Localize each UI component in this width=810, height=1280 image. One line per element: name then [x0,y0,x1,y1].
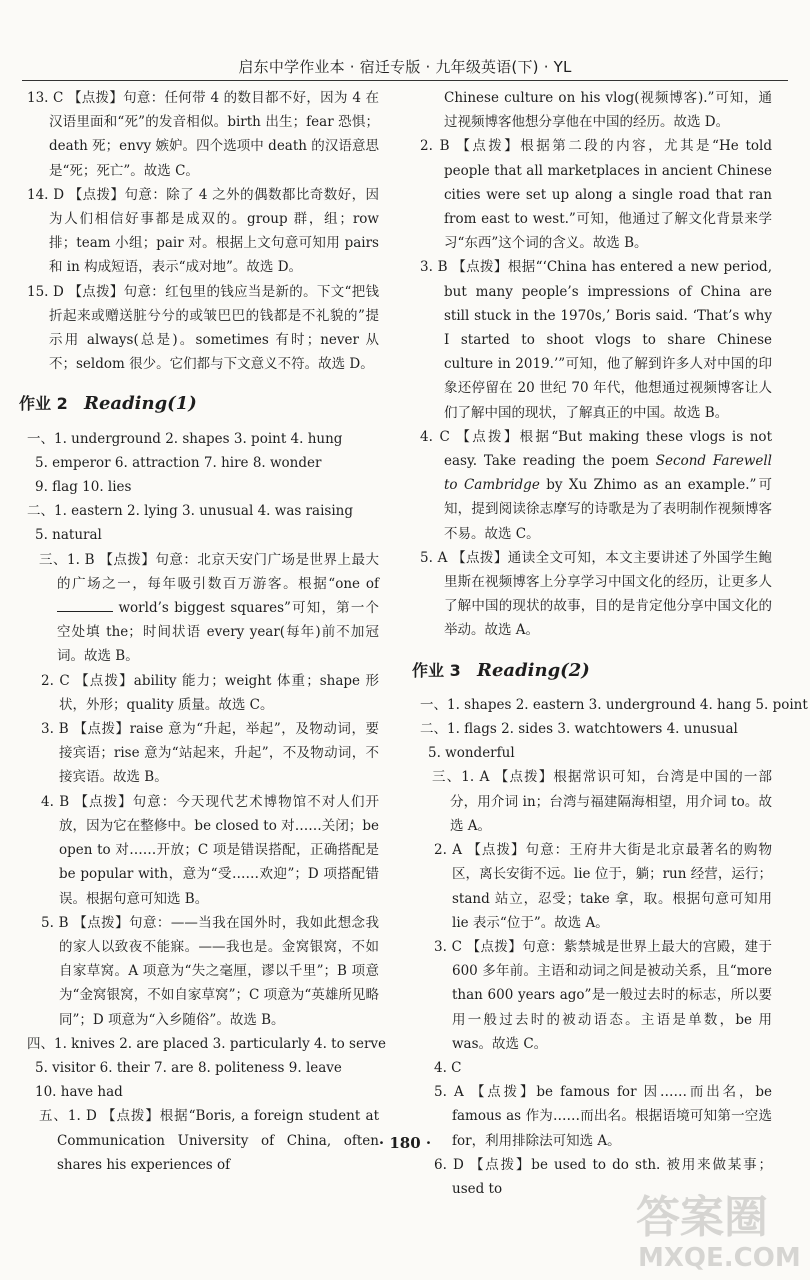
answer-row: 5. wonderful [428,745,515,762]
right-column [412,86,808,1201]
answer-row: 10. have had [35,1084,123,1101]
answer-3-3: 3. C 【点拨】句意：紫禁城是世界上最大的宫殿，建于 600 多年前。主语和动词之间是被动关系，且“more than 600 years ago”是一般过去时的标志，所以要用一般过去时的被动语态。主语是单数，be 用 was。故选 C。 [434,938,772,1052]
answer-row: 二、1. eastern 2. lying 3. unusual 4. was raising [27,503,353,520]
answer-3-5: 5. A 【点拨】be famous for 因……而出名，be famous as 作为……而出名。根据语境可知第一空选 for，利用排除法可知选 A。 [434,1084,772,1149]
assignment-title: Reading(1) [84,393,197,415]
watermark-line2: MXQE.COM [638,1243,801,1273]
answer-3-2: 2. A 【点拨】句意：王府井大街是北京最著名的购物区，离长安街不远。lie 位于，躺；run 经营，运行；stand 站立，忍受；take 拿，取。根据句意可知用 lie 表示“位于”。故选 A。 [434,842,772,931]
answer-3-4: 4. C [434,1059,462,1076]
answer-text: by Xu Zhimo as an example.”可知，提到阅读徐志摩写的诗歌是为了表明制作视频博客不易。故选 C。 [444,477,772,542]
answer-row: 一、1. underground 2. shapes 3. point 4. hung [27,430,343,447]
part-2-answers [420,717,772,765]
answer-5-1: 五、1. D 【点拨】根据“Boris, a foreign student at Communication University of China, often shares his experiences of [39,1108,379,1173]
watermark-line1: 答案圈 [636,1192,768,1243]
watermark-logo [630,1180,801,1274]
assignment-label: 作业 2 [19,394,68,414]
answer-3-1: 三、1. A 【点拨】根据常识可知，台湾是中国的一部分，用介词 in；台湾与福建隔海相望，用介词 to。故选 A。 [432,769,772,834]
assignment-label: 作业 3 [412,660,461,680]
answer-3-1 [27,548,379,669]
page-number: · 180 · [378,1134,432,1152]
answer-row: 5. natural [35,527,102,544]
answer-3-6: 6. D 【点拨】be used to do sth. 被用来做某事；used to [434,1156,772,1197]
answer-5-2: 2. B 【点拨】根据第二段的内容，尤其是“He told people that all marketplaces in ancient Chinese cities were set up along a single road that ran from east to west.”可知，他通过了解文化背景来学习“东西”这个词的含义。故选 B。 [420,138,772,252]
header-rule [22,80,788,81]
answer-15: 15. D 【点拨】句意：红包里的钱应当是新的。下文“把钱折起来或赠送脏兮兮的或皱巴巴的钱都是不礼貌的”提示用 always(总是)。sometimes 有时；never 从不；seldom 很少。它们都与下文意义不符。故选 D。 [27,283,379,373]
answer-row: 四、1. knives 2. are placed 3. particularly 4. to serve [27,1035,387,1052]
page-header: 启东中学作业本 · 宿迁专版 · 九年级英语(下) · YL [238,58,572,76]
answer-row: 5. visitor 6. their 7. are 8. politeness 9. leave [35,1059,342,1076]
part-2-answers [27,499,379,547]
answer-3-2: 2. C 【点拨】ability 能力；weight 体重；shape 形状，外形；quality 质量。故选 C。 [41,672,379,713]
answer-row: 二、1. flags 2. sides 3. watchtowers 4. unusual [420,721,738,738]
answer-row: 9. flag 10. lies [35,479,132,496]
answer-text: 三、1. B 【点拨】句意：北京天安门广场是世界上最大的广场之一，每年吸引数百万游客。根据“one of [39,551,379,592]
answer-5-4 [420,425,772,546]
answer-text: world’s biggest squares”可知，第一个空处填 the；时间状语 every year(每年)前不加冠词。故选 B。 [57,600,379,665]
watermark-graphic [630,1180,801,1274]
left-column [19,86,387,1177]
answer-row: 一、1. shapes 2. eastern 3. underground 4. hang 5. point [420,696,808,713]
answer-3-5: 5. B 【点拨】句意：——当我在国外时，我如此想念我的家人以致夜不能寐。——我也是。金窝银窝，不如自家草窝。A 项意为“失之毫厘，谬以千里”；B 项意为“金窝银窝，不如自家草窝”；C 项意为“英雄所见略同”；D 项意为“入乡随俗”。故选 B。 [41,914,379,1028]
part-1-answers [420,693,808,717]
fill-blank [57,597,113,612]
answer-5-5: 5. A 【点拨】通读全文可知，本文主要讲述了外国学生鲍里斯在视频博客上分享学习中国文化的经历，让更多人了解中国的现状的故事，目的是肯定他分享中国文化的举动。故选 A。 [420,549,772,639]
part-4-answers [27,1032,387,1105]
assignment-title: Reading(2) [477,659,590,681]
section-heading-2 [19,392,379,416]
answer-3-4: 4. B 【点拨】句意：今天现代艺术博物馆不对人们开放，因为它在整修中。be closed to 对……关闭；be open to 对……开放；C 项是错误搭配，正确搭配是 be popular with，意为“受……欢迎”；D 项搭配错误。根据句意可知选 B。 [41,793,379,907]
answer-5-1-cont: Chinese culture on his vlog(视频博客).”可知，通过视频博客他想分享他在中国的经历。故选 D。 [444,90,772,131]
answer-row: 5. emperor 6. attraction 7. hire 8. wonder [35,454,322,471]
answer-3-3: 3. B 【点拨】raise 意为“升起，举起”，及物动词，要接宾语；rise 意为“站起来，升起”，不及物动词，不接宾语。故选 B。 [41,721,379,786]
answer-13: 13. C 【点拨】句意：任何带 4 的数目都不好，因为 4 在汉语里面和“死”的发音相似。birth 出生；fear 恐惧；death 死；envy 嫉妒。四个选项中 death 的汉语意思是“死；死亡”。故选 C。 [27,90,379,179]
part-1-answers [27,427,379,500]
answer-14: 14. D 【点拨】句意：除了 4 之外的偶数都比奇数好，因为人们相信好事都是成双的。group 群，组；row 排；team 小组；pair 对。根据上文句意可知用 pairs 和 in 构成短语，表示“成对地”。故选 D。 [27,186,379,276]
section-heading-3 [412,659,772,683]
answer-text: 4. C 【点拨】根据“But making these vlogs is not easy. Take reading the poem [420,428,772,470]
poem-title: Second Farewell to Cambridge [444,453,772,494]
answer-5-3: 3. B 【点拨】根据“‘China has entered a new period, but many people’s impressions of China are still stuck in the 1970s,’ Boris said. ‘That’s why I started to shoot vlogs to share Chinese culture in 2019.’”可知，他了解到许多人对中国的印象还停留在 20 世纪 70 年代，他想通过视频博客让人们了解中国的现状，了解真正的中国。故选 B。 [420,259,772,421]
